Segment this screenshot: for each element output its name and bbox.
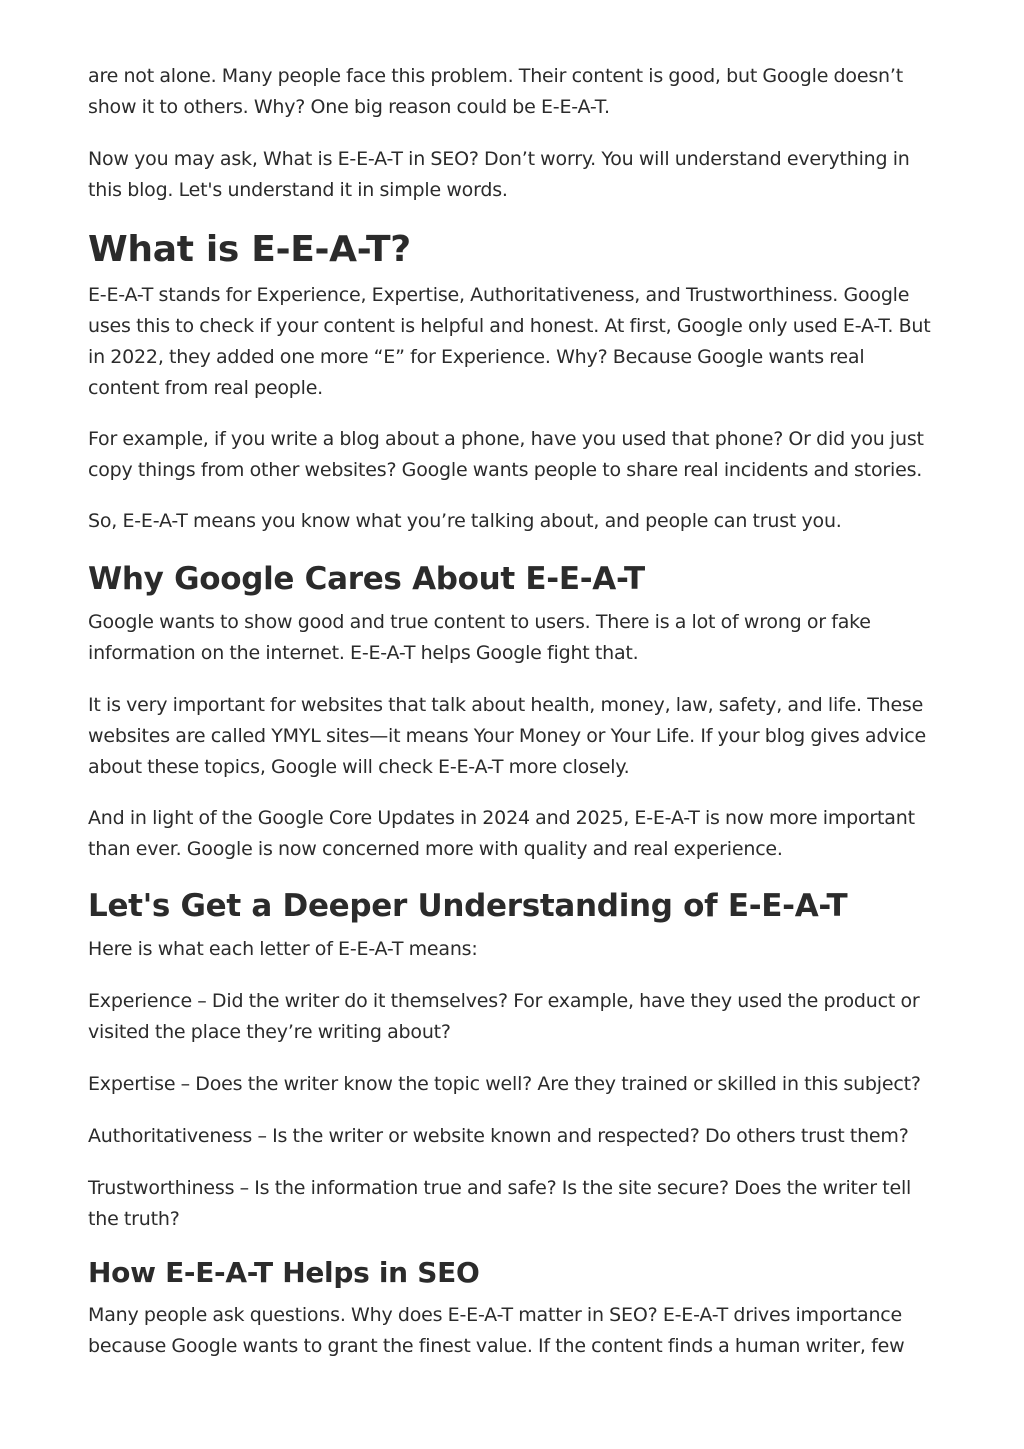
deeper-trustworthiness: Trustworthiness – Is the information true and safe? Is the site secure? Does the writer tell the truth? bbox=[88, 1177, 912, 1230]
deeper-experience: Experience – Did the writer do it themselves? For example, have they used the product or visited the place they’re writing about? bbox=[88, 990, 920, 1043]
what-is-paragraph-2: For example, if you write a blog about a phone, have you used that phone? Or did you just copy things from other websites? Google wants people to share real incidents and stories. bbox=[88, 428, 924, 481]
helps-seo-paragraph-1: Many people ask questions. Why does E-E-A-T matter in SEO? E-E-A-T drives importance because Google wants to grant the finest value. If the content finds a human writer, few bbox=[88, 1304, 905, 1357]
what-is-paragraph-1: E-E-A-T stands for Experience, Expertise, Authoritativeness, and Trustworthiness. Google uses this to check if your content is helpful and honest. At first, Google only used E-A-T. But in 2022, they added one more “E” for Experience. Why? Because Google wants real content from real people. bbox=[88, 284, 931, 399]
what-is-paragraph-3: So, E-E-A-T means you know what you’re talking about, and people can trust you. bbox=[88, 510, 842, 532]
intro-paragraph-1: are not alone. Many people face this problem. Their content is good, but Google doesn’t show it to others. Why? One big reason could be E-E-A-T. bbox=[88, 65, 903, 118]
why-cares-paragraph-1: Google wants to show good and true content to users. There is a lot of wrong or fake information on the internet. E-E-A-T helps Google fight that. bbox=[88, 611, 871, 664]
heading-why-google-cares: Why Google Cares About E-E-A-T bbox=[88, 561, 645, 597]
intro-paragraph-2: Now you may ask, What is E-E-A-T in SEO? Don’t worry. You will understand everything in this blog. Let's understand it in simple words. bbox=[88, 148, 910, 201]
heading-deeper-understanding: Let's Get a Deeper Understanding of E-E-A-T bbox=[88, 888, 848, 924]
heading-what-is-eeat: What is E-E-A-T? bbox=[88, 229, 411, 270]
deeper-authoritativeness: Authoritativeness – Is the writer or website known and respected? Do others trust them? bbox=[88, 1125, 909, 1147]
why-cares-paragraph-2: It is very important for websites that talk about health, money, law, safety, and life. These websites are called YMYL sites—it means Your Money or Your Life. If your blog gives advice about these topics, Google will check E-E-A-T more closely. bbox=[88, 694, 927, 778]
why-cares-paragraph-3: And in light of the Google Core Updates in 2024 and 2025, E-E-A-T is now more important than ever. Google is now concerned more with quality and real experience. bbox=[88, 807, 915, 860]
deeper-intro: Here is what each letter of E-E-A-T means: bbox=[88, 938, 478, 960]
heading-helps-seo: How E-E-A-T Helps in SEO bbox=[88, 1256, 480, 1289]
deeper-expertise: Expertise – Does the writer know the topic well? Are they trained or skilled in this subject? bbox=[88, 1073, 921, 1095]
